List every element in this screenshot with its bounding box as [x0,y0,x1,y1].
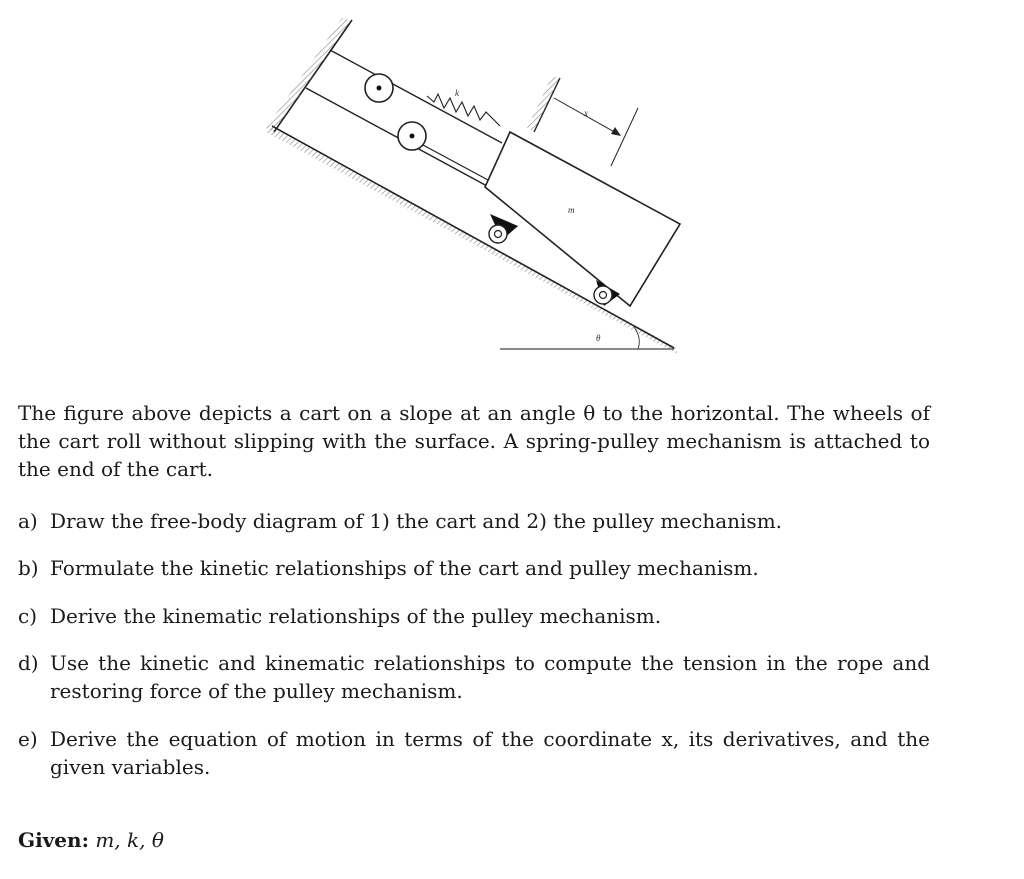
spring [427,94,500,126]
displacement-arrowhead [611,127,621,136]
question-c-text: Derive the kinematic relationships of the pulley mechanism. [50,604,662,628]
question-a [18,507,930,535]
left-wall-hatching [266,18,352,132]
question-d [18,649,930,705]
question-e-label: e) [18,727,38,751]
question-c [18,602,930,630]
question-e [18,725,930,781]
cart-body [485,132,680,306]
question-b-label: b) [18,556,39,580]
lower-rail [306,88,487,186]
question-d-label: d) [18,651,39,675]
right-wall-hatching [527,76,560,132]
mass-label: m [568,205,575,215]
reference-line [611,108,638,166]
displacement-label: x [584,108,588,118]
cart-on-slope-figure [262,8,690,360]
given-line [18,826,164,854]
question-b [18,554,930,582]
figure-svg [262,8,690,360]
question-d-text: Use the kinetic and kinematic relationships to compute the tension in the rope and restoring force of the pulley mechanism. [50,651,930,703]
given-label: Given: [18,828,89,852]
wheel-front [489,225,507,243]
given-variables: m, k, θ [95,828,164,852]
pulley-upper [365,74,393,102]
question-b-text: Formulate the kinetic relationships of the cart and pulley mechanism. [50,556,759,580]
question-a-label: a) [18,509,38,533]
pulley-lower [398,122,426,150]
wheel-rear [594,286,612,304]
question-a-text: Draw the free-body diagram of 1) the cart and 2) the pulley mechanism. [50,509,783,533]
question-c-label: c) [18,604,38,628]
question-e-text: Derive the equation of motion in terms of the coordinate x, its derivatives, and the given variables. [50,727,930,779]
spring-label: k [455,88,459,98]
intro-paragraph: The figure above depicts a cart on a slope at an angle θ to the horizontal. The wheels of the cart roll without slipping with the surface. A spring-pulley mechanism is attached to the end of the cart. [18,401,930,481]
angle-label: θ [596,333,601,343]
